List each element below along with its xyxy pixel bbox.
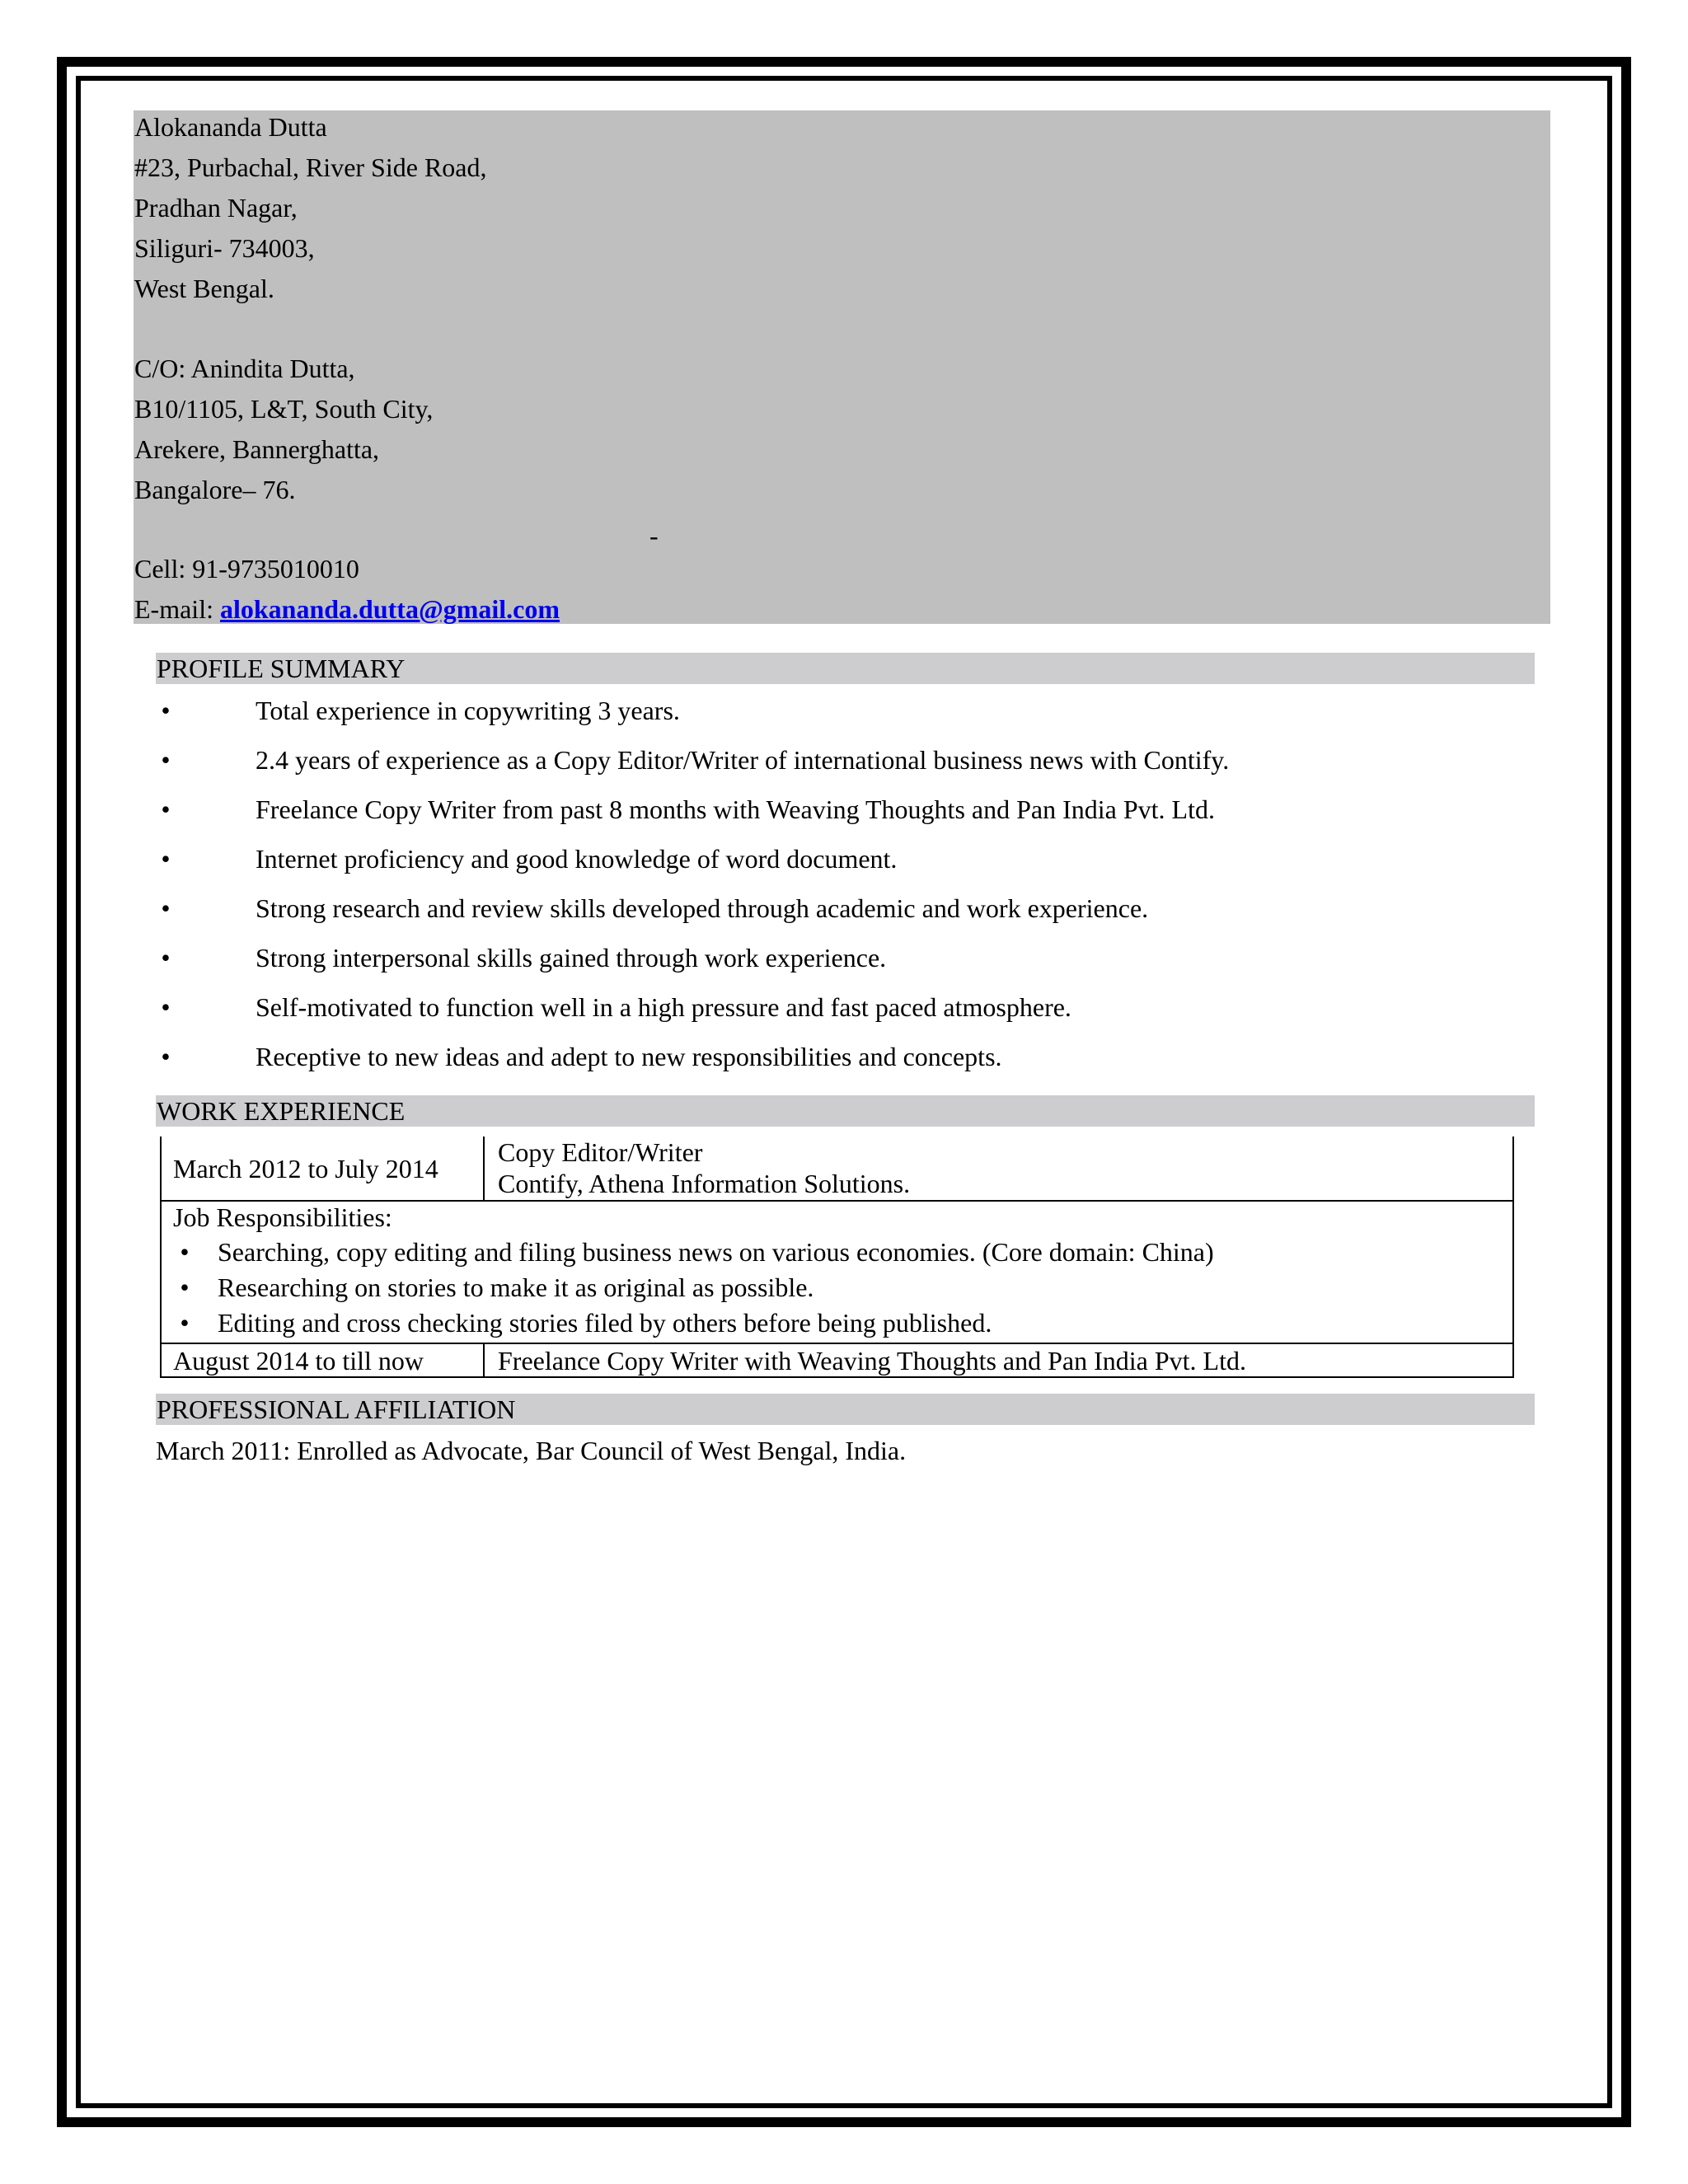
responsibilities-label: Job Responsibilities: xyxy=(173,1202,392,1232)
affiliation-text: March 2011: Enrolled as Advocate, Bar Council of West Bengal, India. xyxy=(156,1436,907,1465)
address-line-1: #23, Purbachal, River Side Road, xyxy=(134,152,487,182)
bullet-icon: • xyxy=(161,844,171,874)
email-link[interactable]: alokananda.dutta@gmail.com xyxy=(219,594,560,624)
summary-item-text: Strong interpersonal skills gained through work experience. xyxy=(256,943,887,972)
cell-number: Cell: 91-9735010010 xyxy=(134,554,359,583)
work-experience-table xyxy=(160,1137,1514,1378)
separator-dash: - xyxy=(649,521,659,551)
summary-item-text: Freelance Copy Writer from past 8 months with Weaving Thoughts and Pan India Pvt. Ltd. xyxy=(256,794,1215,824)
summary-item xyxy=(156,793,1524,826)
bullet-icon: • xyxy=(161,696,171,725)
bullet-icon: • xyxy=(180,1237,190,1267)
job1-title: Copy Editor/Writer xyxy=(498,1137,703,1167)
responsibility-text: Searching, copy editing and filing business news on various economies. (Core domain: China) xyxy=(218,1237,1214,1267)
bullet-icon: • xyxy=(161,943,171,972)
summary-item xyxy=(156,892,1524,925)
work-experience-heading: WORK EXPERIENCE xyxy=(156,1095,1535,1127)
summary-item-text: Self-motivated to function well in a high pressure and fast paced atmosphere. xyxy=(256,992,1071,1022)
job2-period: August 2014 to till now xyxy=(173,1346,424,1376)
summary-item xyxy=(156,842,1524,875)
bullet-icon: • xyxy=(161,745,171,775)
address-line-4: West Bengal. xyxy=(134,274,274,303)
bullet-icon: • xyxy=(161,794,171,824)
job2-description: Freelance Copy Writer with Weaving Thoughts and Pan India Pvt. Ltd. xyxy=(498,1346,1246,1376)
summary-item-text: Internet proficiency and good knowledge of word document. xyxy=(256,844,898,874)
table-column-divider xyxy=(483,1343,485,1378)
email-label: E-mail: xyxy=(134,594,220,624)
care-of-address-line-3: Bangalore– 76. xyxy=(134,475,296,504)
summary-item-text: Total experience in copywriting 3 years. xyxy=(256,696,680,725)
responsibility-text: Editing and cross checking stories filed by others before being published. xyxy=(218,1308,992,1338)
bullet-icon: • xyxy=(161,992,171,1022)
address-line-3: Siliguri- 734003, xyxy=(134,233,315,263)
summary-item xyxy=(156,694,1524,727)
email-line xyxy=(134,593,560,626)
bullet-icon: • xyxy=(161,893,171,923)
care-of-address-line-1: B10/1105, L&T, South City, xyxy=(134,394,434,424)
professional-affiliation-heading: PROFESSIONAL AFFILIATION xyxy=(156,1394,1535,1425)
contact-name: Alokananda Dutta xyxy=(134,112,327,142)
bullet-icon: • xyxy=(180,1308,190,1338)
job1-company: Contify, Athena Information Solutions. xyxy=(498,1169,911,1198)
summary-item xyxy=(156,1040,1524,1073)
table-column-divider xyxy=(483,1137,485,1201)
summary-item-text: Receptive to new ideas and adept to new responsibilities and concepts. xyxy=(256,1042,1002,1071)
summary-item-text: 2.4 years of experience as a Copy Editor/Writer of international business news with Contify. xyxy=(256,745,1230,775)
responsibility-text: Researching on stories to make it as original as possible. xyxy=(218,1272,814,1302)
summary-item xyxy=(156,941,1524,974)
summary-item-text: Strong research and review skills developed through academic and work experience. xyxy=(256,893,1149,923)
bullet-icon: • xyxy=(180,1272,190,1302)
summary-item xyxy=(156,743,1524,776)
care-of-line: C/O: Anindita Dutta, xyxy=(134,354,355,383)
care-of-address-line-2: Arekere, Bannerghatta, xyxy=(134,434,380,464)
bullet-icon: • xyxy=(161,1042,171,1071)
profile-summary-heading: PROFILE SUMMARY xyxy=(156,653,1535,684)
summary-item xyxy=(156,991,1524,1024)
job1-period: March 2012 to July 2014 xyxy=(173,1154,438,1183)
address-line-2: Pradhan Nagar, xyxy=(134,193,298,223)
